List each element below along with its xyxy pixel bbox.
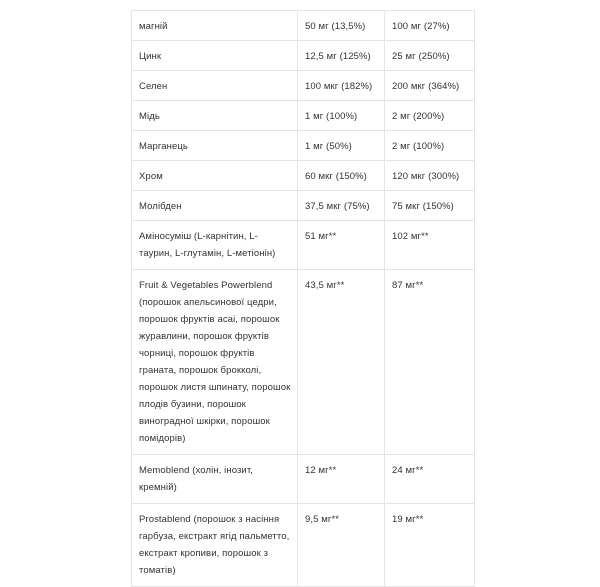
value-single-serving: 100 мкг (182%) — [298, 71, 385, 101]
value-single-serving: 60 мкг (150%) — [298, 161, 385, 191]
value-double-serving: 87 мг** — [385, 270, 475, 455]
nutrition-table — [131, 10, 475, 587]
table-row — [132, 71, 475, 101]
value-double-serving: 75 мкг (150%) — [385, 191, 475, 221]
value-single-serving: 12 мг** — [298, 455, 385, 504]
table-row — [132, 161, 475, 191]
value-double-serving: 100 мг (27%) — [385, 11, 475, 41]
table-row — [132, 131, 475, 161]
nutrient-name: Молібден — [132, 191, 298, 221]
nutrient-name: Хром — [132, 161, 298, 191]
value-double-serving: 102 мг** — [385, 221, 475, 270]
value-single-serving: 37,5 мкг (75%) — [298, 191, 385, 221]
nutrient-name: Марганець — [132, 131, 298, 161]
table-row — [132, 455, 475, 504]
value-single-serving: 1 мг (50%) — [298, 131, 385, 161]
nutrient-name: Prostablend (порошок з насіння гарбуза, екстракт ягід пальметто, екстракт кропиви, порошок з томатів) — [132, 504, 298, 587]
value-double-serving: 2 мг (100%) — [385, 131, 475, 161]
table-row — [132, 11, 475, 41]
table-row — [132, 270, 475, 455]
nutrient-name: Селен — [132, 71, 298, 101]
table-row — [132, 41, 475, 71]
nutrient-name: магній — [132, 11, 298, 41]
table-row — [132, 191, 475, 221]
value-double-serving: 120 мкг (300%) — [385, 161, 475, 191]
value-single-serving: 43,5 мг** — [298, 270, 385, 455]
value-single-serving: 50 мг (13,5%) — [298, 11, 385, 41]
value-double-serving: 24 мг** — [385, 455, 475, 504]
nutrient-name: Цинк — [132, 41, 298, 71]
value-single-serving: 51 мг** — [298, 221, 385, 270]
table-row — [132, 101, 475, 131]
value-double-serving: 25 мг (250%) — [385, 41, 475, 71]
nutrient-name: Мідь — [132, 101, 298, 131]
value-single-serving: 1 мг (100%) — [298, 101, 385, 131]
table-row — [132, 221, 475, 270]
value-double-serving: 19 мг** — [385, 504, 475, 587]
nutrient-name: Memoblend (холін, інозит, кремній) — [132, 455, 298, 504]
value-double-serving: 200 мкг (364%) — [385, 71, 475, 101]
nutrient-name: Аміносуміш (L-карнітин, L-таурин, L-глутамін, L-метіонін) — [132, 221, 298, 270]
value-double-serving: 2 мг (200%) — [385, 101, 475, 131]
value-single-serving: 12,5 мг (125%) — [298, 41, 385, 71]
value-single-serving: 9,5 мг** — [298, 504, 385, 587]
nutrient-name: Fruit & Vegetables Powerblend (порошок апельсинової цедри, порошок фруктів асаі, порошок журавлини, порошок фруктів чорниці, порошок фруктів граната, порошок брокколі, порошок листя шпинату, порошок плодів бузини, порошок виноградної шкірки, порошок помідорів) — [132, 270, 298, 455]
table-row — [132, 504, 475, 587]
